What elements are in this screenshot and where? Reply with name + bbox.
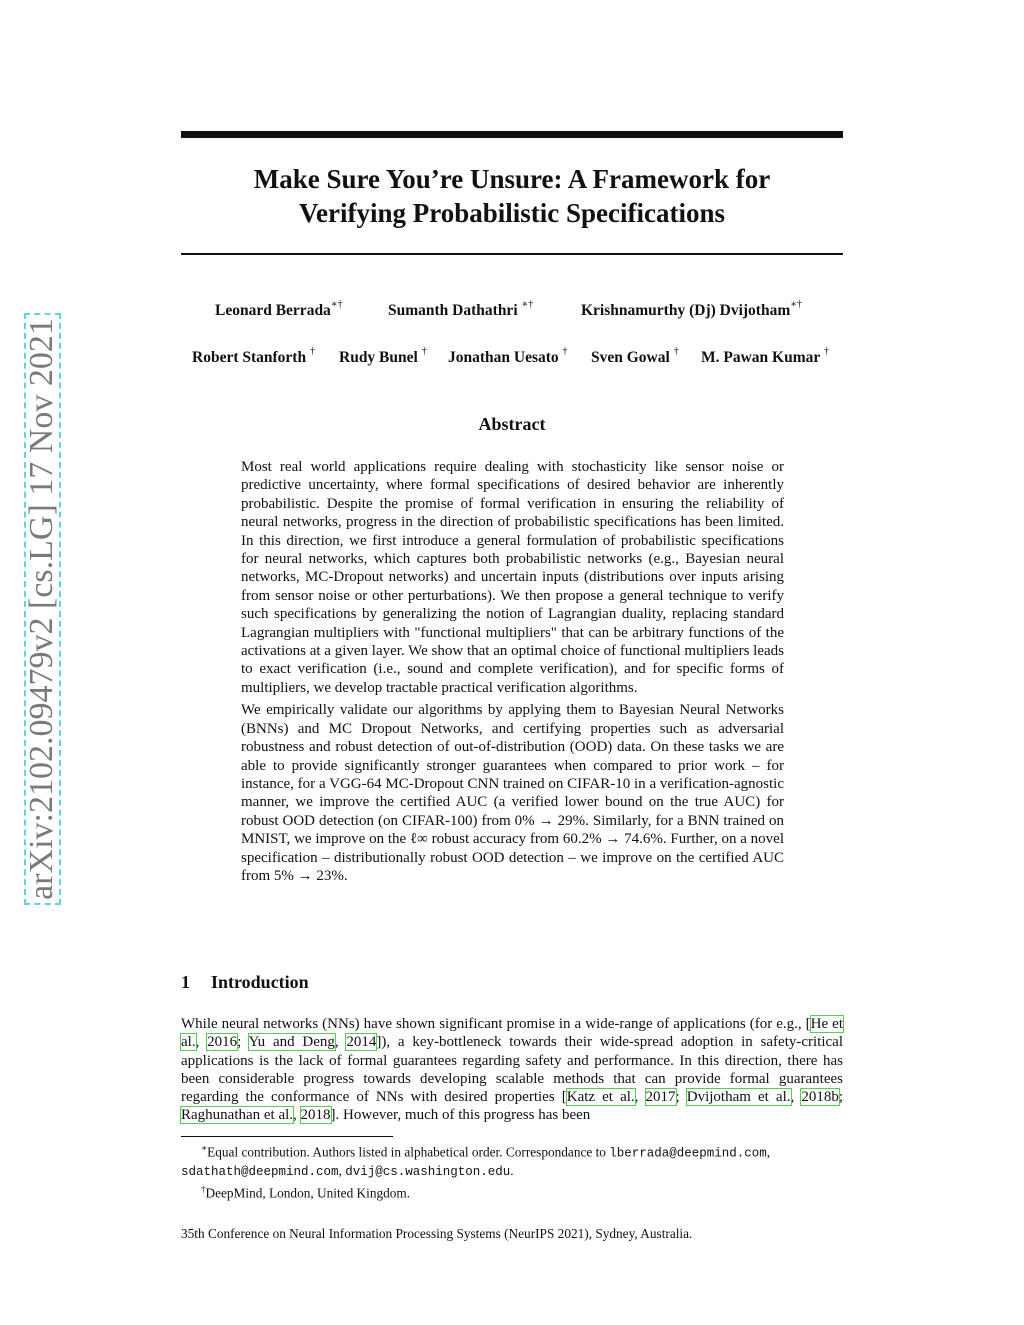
title-line-1: Make Sure You’re Unsure: A Framework for xyxy=(253,164,771,194)
footnotes xyxy=(181,1140,843,1202)
citation-link[interactable]: 2018b xyxy=(801,1089,839,1106)
section-heading-introduction xyxy=(181,972,309,993)
author-dvijotham: Krishnamurthy (Dj) Dvijotham∗† xyxy=(581,299,803,320)
citation-link[interactable]: He et al. xyxy=(181,1016,843,1051)
author-dathathri: Sumanth Dathathri ∗† xyxy=(388,299,534,320)
title-rule-top xyxy=(181,131,843,138)
abstract-heading: Abstract xyxy=(478,414,546,434)
email-dvijotham[interactable]: dvij@cs.washington.edu xyxy=(345,1165,511,1180)
author-gowal: Sven Gowal † xyxy=(591,346,679,367)
paper-title xyxy=(181,162,843,230)
footnote-equal-contribution: ∗Equal contribution. Authors listed in alphabetical order. Correspondance to lberrada@deepmind.com, xyxy=(201,1143,771,1161)
title-line-2: Verifying Probabilistic Specifications xyxy=(298,198,725,228)
introduction-body xyxy=(181,1015,843,1125)
abstract-paragraph-2: We empirically validate our algorithms by applying them to Bayesian Neural Networks (BNNs) and MC Dropout Networks, and certifying properties such as adversarial robustness and robust detection of out-of-distribution (OOD) data. On these tasks we are able to provide significantly stronger guarantees when compared to prior work – for instance, for a VGG-64 MC-Dropout CNN trained on CIFAR-10 in a verification-agnostic manner, we improve the certified AUC (a verified lower bound on the true AUC) for robust OOD detection (on CIFAR-100) from 0% → 29%. Similarly, for a BNN trained on MNIST, we improve on the ℓ∞ robust accuracy from 60.2% → 74.6%. Further, on a novel specification – distributionally robust OOD detection – we improve on the certified AUC from 5% → 23%. xyxy=(241,702,784,884)
citation-link[interactable]: 2018 xyxy=(300,1107,331,1124)
title-rule-bottom xyxy=(181,253,843,255)
citation-link[interactable]: Raghunathan et al. xyxy=(181,1107,294,1124)
intro-paragraph: While neural networks (NNs) have shown significant promise in a wide-range of applications (for e.g., [He et al., 2016; Yu and Deng, 2014]), a key-bottleneck towards their wide-spread adoption in safety-critical applications is the lack of formal guarantees regarding safety and performance. In this direction, there has been considerable progress towards developing scalable methods that can provide formal guarantees regarding the conformance of NNs with desired properties [Katz et al., 2017; Dvijotham et al., 2018b; Raghunathan et al., 2018]. However, much of this progress has been xyxy=(181,1016,844,1124)
section-number: 1 xyxy=(181,972,190,992)
section-title: Introduction xyxy=(211,972,309,992)
citation-link[interactable]: 2014 xyxy=(346,1034,377,1051)
footnote-emails: sdathath@deepmind.com, dvij@cs.washington.edu. xyxy=(181,1163,514,1180)
abstract-body xyxy=(241,458,784,889)
author-kumar: M. Pawan Kumar † xyxy=(701,346,829,367)
author-berrada: Leonard Berrada∗† xyxy=(215,299,343,320)
arxiv-identifier[interactable]: arXiv:2102.09479v2 [cs.LG] 17 Nov 2021 xyxy=(23,318,60,900)
citation-link[interactable]: 2017 xyxy=(645,1089,676,1106)
citation-link[interactable]: 2016 xyxy=(207,1034,238,1051)
author-stanforth: Robert Stanforth † xyxy=(192,346,315,367)
citation-link[interactable]: Katz et al. xyxy=(566,1089,635,1106)
author-uesato: Jonathan Uesato † xyxy=(448,346,568,367)
footnote-rule xyxy=(181,1136,393,1137)
email-berrada[interactable]: lberrada@deepmind.com xyxy=(609,1146,767,1161)
citation-link[interactable]: Yu and Deng xyxy=(248,1034,335,1051)
venue-footer: 35th Conference on Neural Information Processing Systems (NeurIPS 2021), Sydney, Australia. xyxy=(181,1226,693,1241)
citation-link[interactable]: Dvijotham et al. xyxy=(686,1089,791,1106)
email-dathathri[interactable]: sdathath@deepmind.com xyxy=(181,1165,339,1180)
author-bunel: Rudy Bunel † xyxy=(339,346,427,367)
footnote-affiliation: †DeepMind, London, United Kingdom. xyxy=(201,1184,411,1201)
abstract-paragraph-1: Most real world applications require dealing with stochasticity like sensor noise or predictive uncertainty, where formal specifications of desired behavior are inherently probabilistic. Despite the promise of formal verification in ensuring the reliability of neural networks, progress in the direction of probabilistic specifications has been limited. In this direction, we first introduce a general formulation of probabilistic specifications for neural networks, which captures both probabilistic networks (e.g., Bayesian neural networks, MC-Dropout networks) and uncertain inputs (distributions over inputs arising from sensor noise or other perturbations). We then propose a general technique to verify such specifications by generalizing the notion of Lagrangian duality, replacing standard Lagrangian multipliers with "functional multipliers" that can be arbitrary functions of the activations at a given layer. We show that an optimal choice of functional multipliers leads to exact verification (i.e., sound and complete verification), and for specific forms of multipliers, we develop tractable practical verification algorithms. xyxy=(241,459,784,696)
